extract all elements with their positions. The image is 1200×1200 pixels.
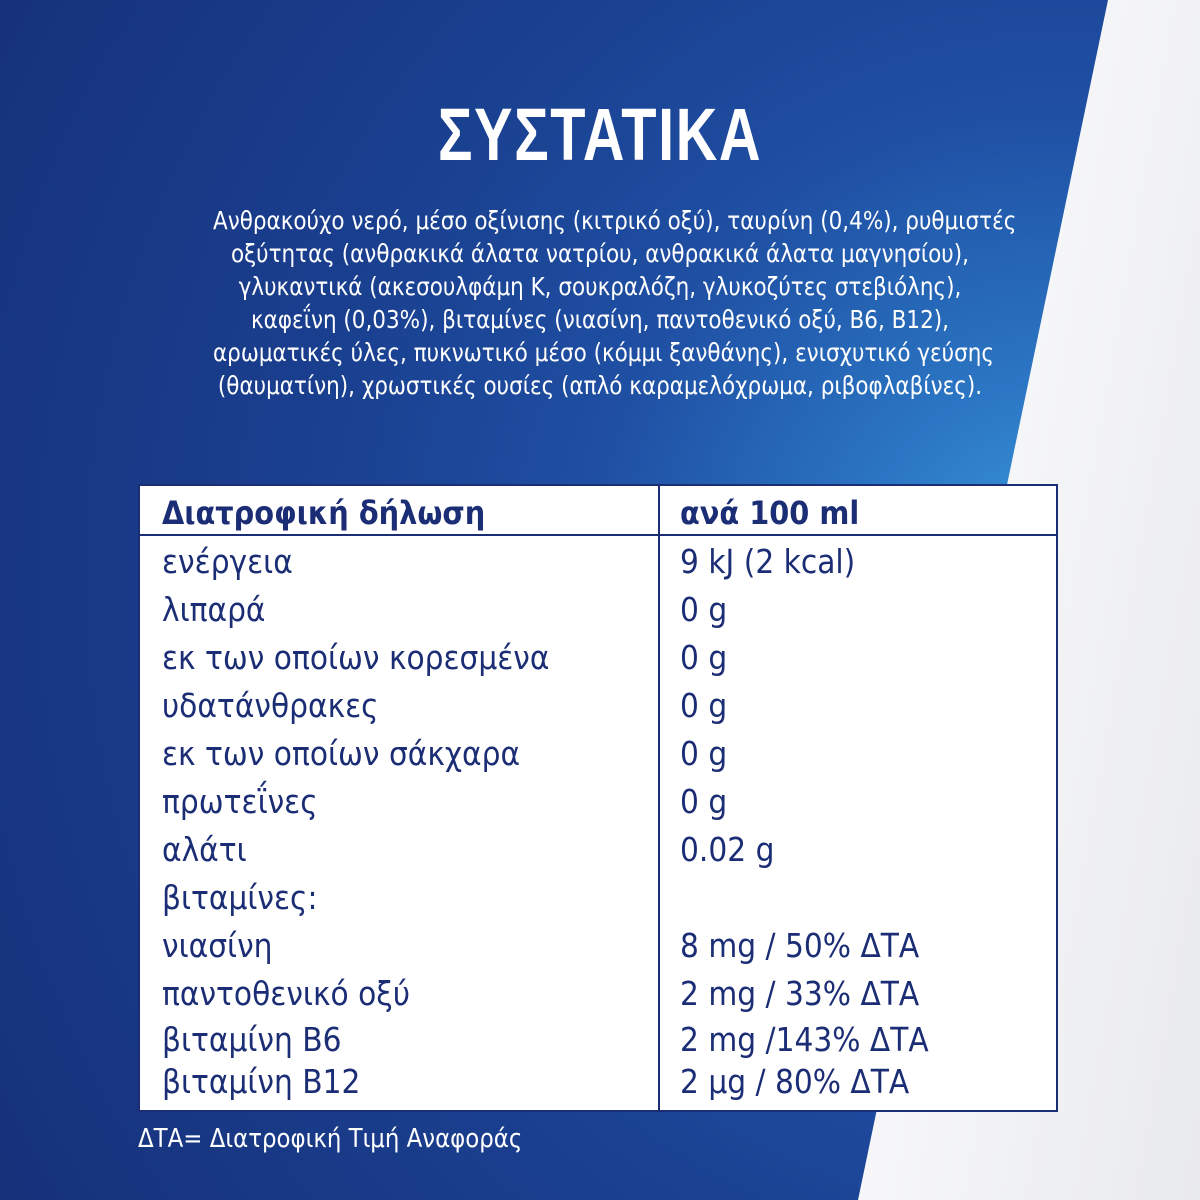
ingredients-line: (θαυματίνη), χρωστικές ουσίες (απλό καραμελόχρωμα, ριβοφλαβίνες). xyxy=(217,371,983,400)
page-title: ΣΥΣΤΑΤΙΚΑ xyxy=(437,93,763,176)
row-label: βιταμίνες: xyxy=(162,878,318,917)
row-value: 0 g xyxy=(680,734,728,773)
row-value: 2 mg / 33% ΔΤΑ xyxy=(680,974,920,1013)
ingredients-line: αρωματικές ύλες, πυκνωτικό μέσο (κόμμι ξανθάνης), ενισχυτικό γεύσης xyxy=(213,338,995,367)
row-value: 9 kJ (2 kcal) xyxy=(680,542,856,581)
footnote: ΔΤΑ= Διατροφική Τιμή Αναφοράς xyxy=(138,1124,523,1154)
row-label: νιασίνη xyxy=(162,926,273,965)
row-label: βιταμίνη Β12 xyxy=(162,1062,361,1101)
row-label: παντοθενικό οξύ xyxy=(162,974,411,1013)
row-label: βιταμίνη Β6 xyxy=(162,1020,342,1059)
ingredients-line: Ανθρακούχο νερό, μέσο οξίνισης (κιτρικό οξύ), ταυρίνη (0,4%), ρυθμιστές xyxy=(213,206,1017,235)
row-value: 0 g xyxy=(680,638,728,677)
row-label: υδατάνθρακες xyxy=(162,686,379,725)
row-label: εκ των οποίων κορεσμένα xyxy=(162,638,550,677)
row-value: 0 g xyxy=(680,590,728,629)
row-label: αλάτι xyxy=(162,830,247,869)
header-divider xyxy=(138,534,1058,536)
row-value: 0.02 g xyxy=(680,830,775,869)
table-header-value: ανά 100 ml xyxy=(680,494,860,532)
column-divider xyxy=(658,484,660,1112)
row-label: ενέργεια xyxy=(162,542,293,581)
ingredients-line: οξύτητας (ανθρακικά άλατα νατρίου, ανθρακικά άλατα μαγνησίου), xyxy=(231,239,969,268)
ingredients-line: γλυκαντικά (ακεσουλφάμη Κ, σουκραλόζη, γλυκοζύτες στεβιόλης), xyxy=(238,272,962,301)
row-value: 0 g xyxy=(680,686,728,725)
row-value: 2 μg / 80% ΔΤΑ xyxy=(680,1062,910,1101)
ingredients-line: καφεΐνη (0,03%), βιταμίνες (νιασίνη, παντοθενικό οξύ, Β6, Β12), xyxy=(251,305,949,334)
row-value: 8 mg / 50% ΔΤΑ xyxy=(680,926,920,965)
table-header-label: Διατροφική δήλωση xyxy=(162,494,486,532)
row-label: λιπαρά xyxy=(162,590,266,629)
row-value: 2 mg /143% ΔΤΑ xyxy=(680,1020,929,1059)
row-label: πρωτεΐνες xyxy=(162,782,318,821)
row-label: εκ των οποίων σάκχαρα xyxy=(162,734,521,773)
row-value: 0 g xyxy=(680,782,728,821)
ingredients-text xyxy=(150,204,1050,402)
